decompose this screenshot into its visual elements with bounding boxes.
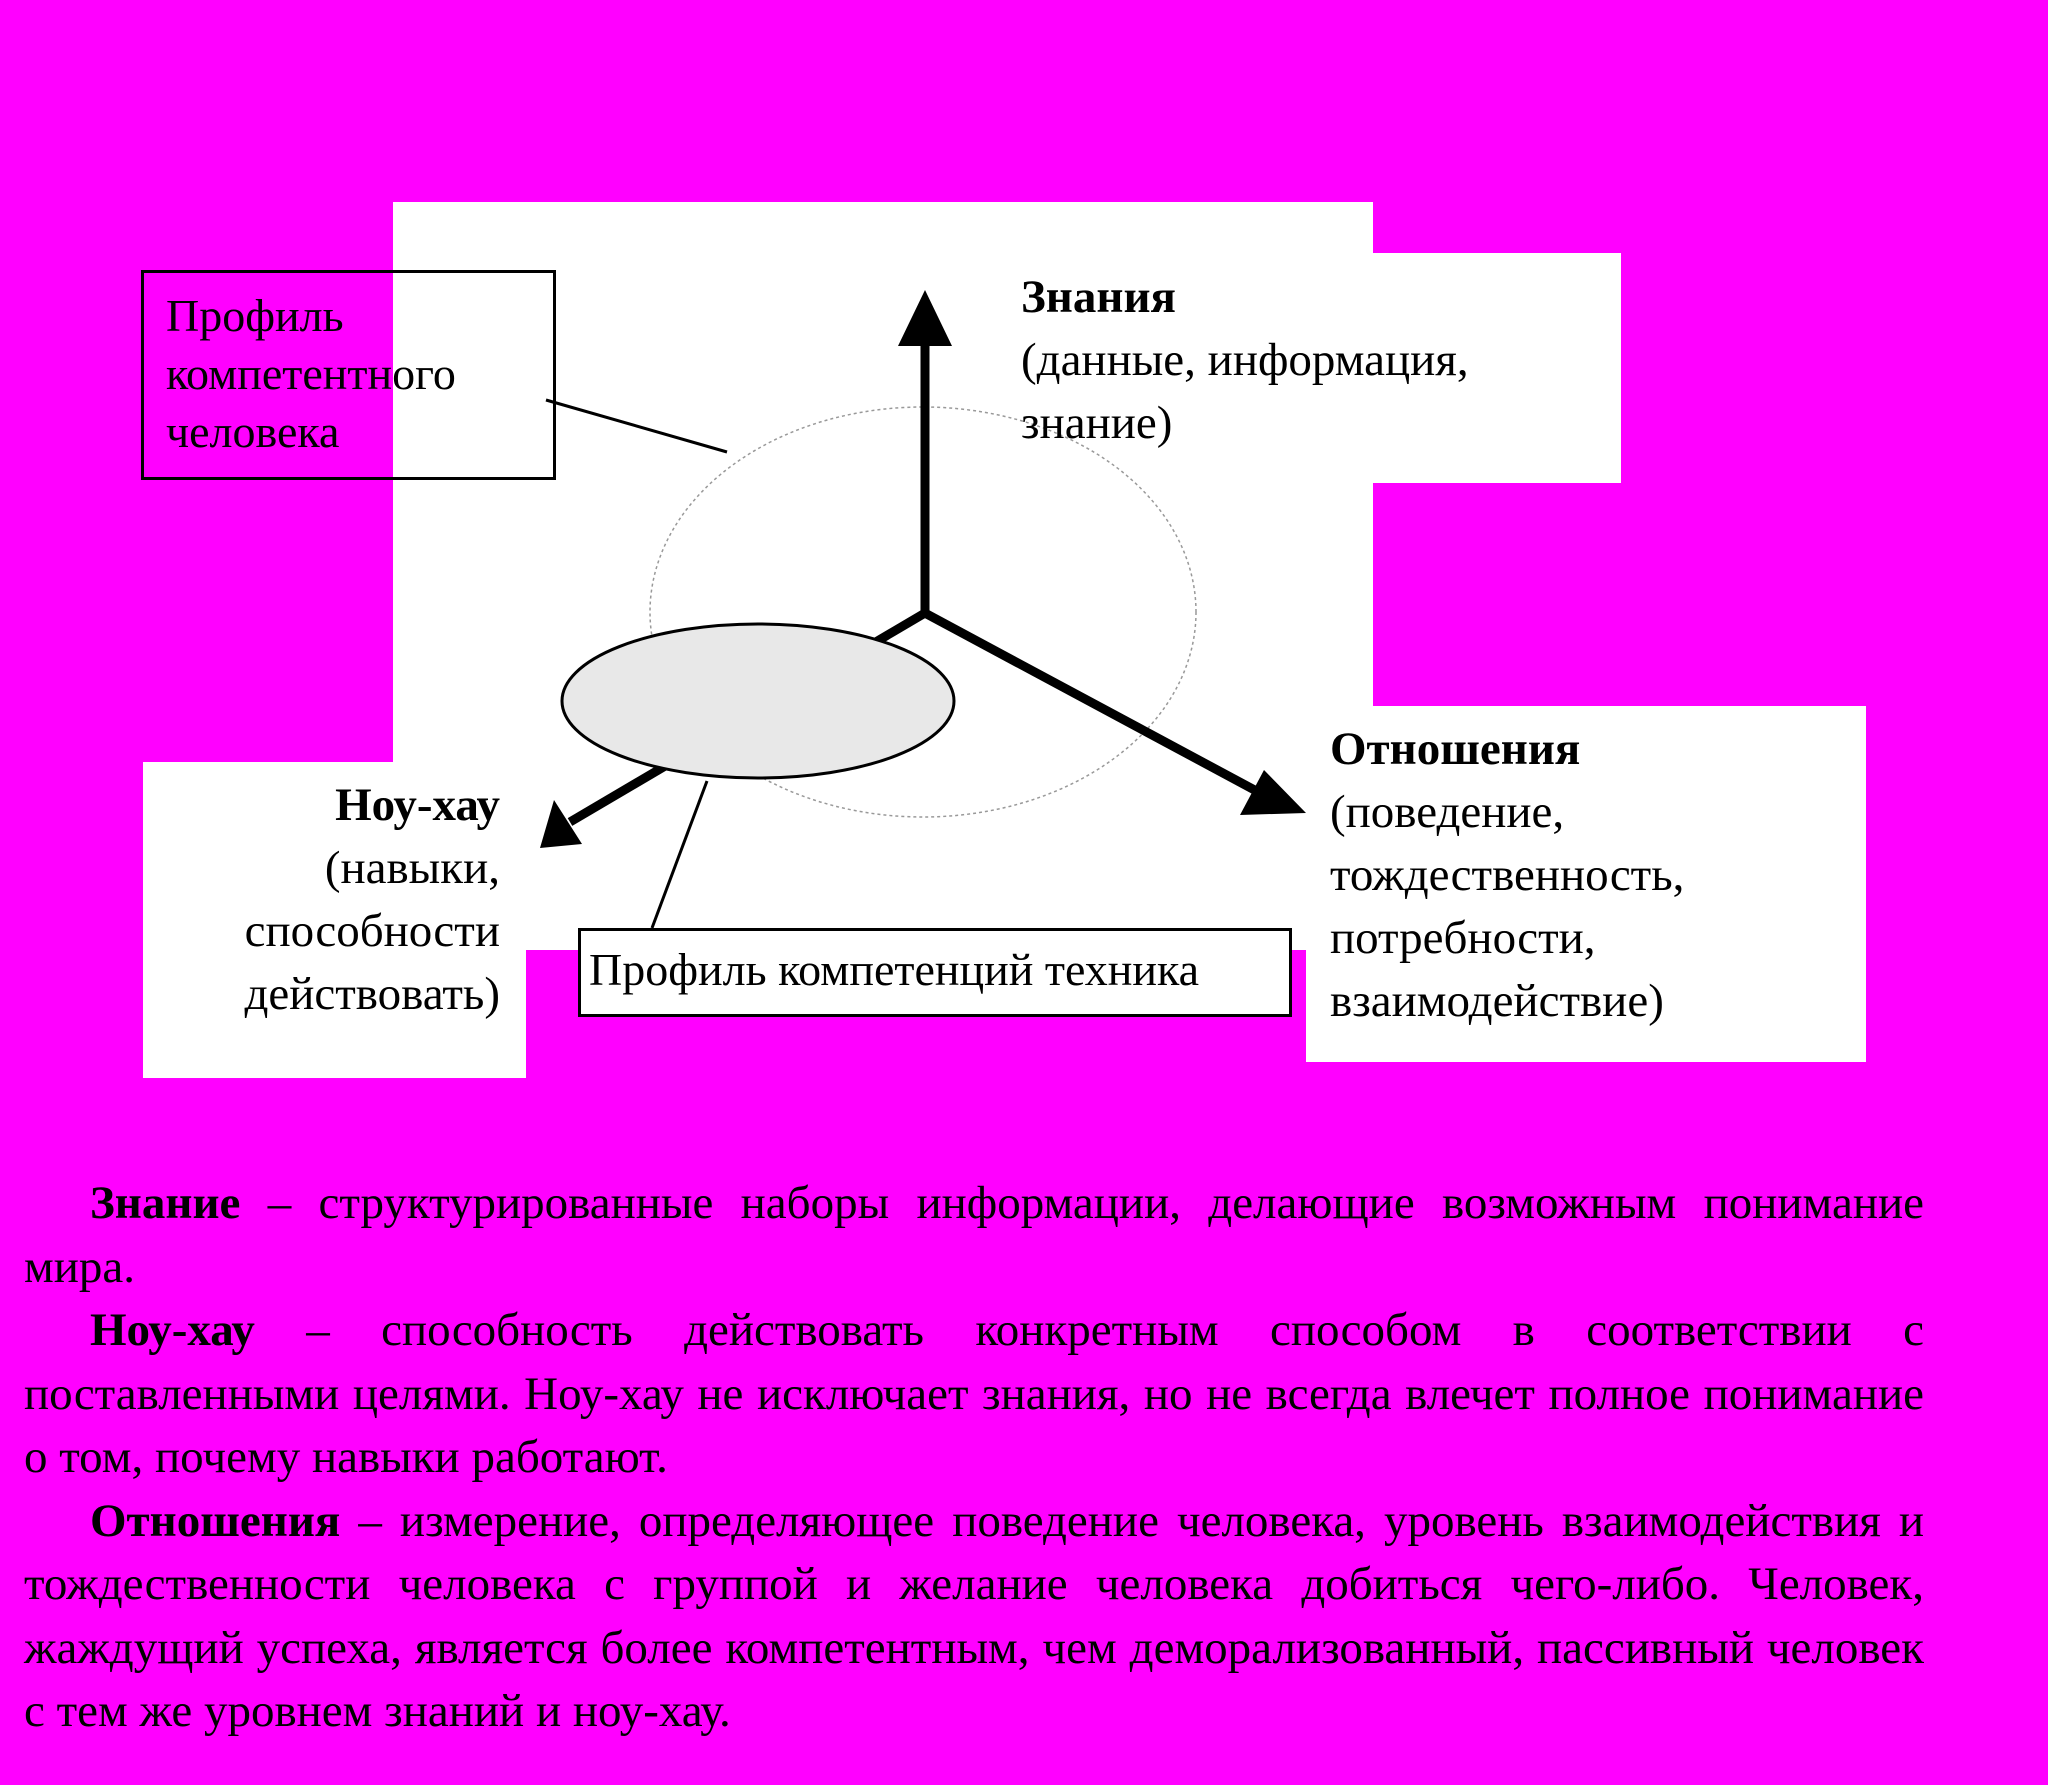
competent-profile-connector — [546, 400, 727, 452]
knowledge-label — [1021, 266, 1621, 455]
knowhow-line-2: способности — [244, 905, 500, 957]
relations-label — [1330, 718, 1860, 1033]
knowledge-title: Знания — [1021, 271, 1176, 323]
technician-profile-text: Профиль компетенций техника — [589, 944, 1200, 995]
competent-profile-line-2: компетентного — [166, 348, 456, 399]
competent-profile-line-3: человека — [166, 406, 340, 457]
knowledge-line-1: (данные, информация, — [1021, 334, 1469, 386]
relations-line-4: взаимодействие) — [1330, 975, 1664, 1027]
definition-term: Ноу-хау — [90, 1304, 255, 1356]
relations-line-2: тождественность, — [1330, 849, 1685, 901]
relations-axis-line — [923, 612, 1262, 794]
definition-knowhow — [24, 1299, 1924, 1490]
technician-profile-ellipse — [562, 624, 954, 778]
competent-profile-callout — [141, 270, 556, 480]
definition-term: Знание — [90, 1177, 241, 1229]
definition-body: – измерение, определяющее поведение человека, уровень взаимодействия и тождественности человека с группой и желание человека добиться чего-либо. Человек, жаждущий успеха, является более компетентным, чем деморализованный, пассивный человек с тем же уровнем знаний и ноу-хау. — [24, 1494, 1924, 1737]
relations-line-1: (поведение, — [1330, 786, 1565, 838]
knowhow-line-3: действовать) — [244, 968, 500, 1020]
technician-profile-callout — [578, 928, 1292, 1017]
knowhow-label — [143, 774, 500, 1026]
definition-knowledge — [24, 1172, 1924, 1299]
knowhow-title: Ноу-хау — [335, 779, 500, 831]
definition-body: – структурированные наборы информации, делающие возможным понимание мира. — [24, 1177, 1924, 1293]
knowhow-axis-arrow — [540, 800, 582, 848]
knowhow-line-1: (навыки, — [324, 842, 500, 894]
definition-relations — [24, 1490, 1924, 1744]
technician-profile-connector — [652, 781, 707, 928]
knowledge-line-2: знание) — [1021, 397, 1173, 449]
definition-term: Отношения — [90, 1494, 341, 1547]
knowledge-axis-arrow — [898, 290, 952, 346]
competent-profile-line-1: Профиль — [166, 290, 344, 341]
relations-line-3: потребности, — [1330, 912, 1596, 964]
definitions-text — [24, 1172, 1924, 1744]
relations-title: Отношения — [1330, 723, 1581, 775]
definition-body: – способность действовать конкретным способом в соответствии с поставленными целями. Ноу-хау не исключает знания, но не всегда влечет полное понимание о том, почему навыки работают. — [24, 1304, 1924, 1483]
